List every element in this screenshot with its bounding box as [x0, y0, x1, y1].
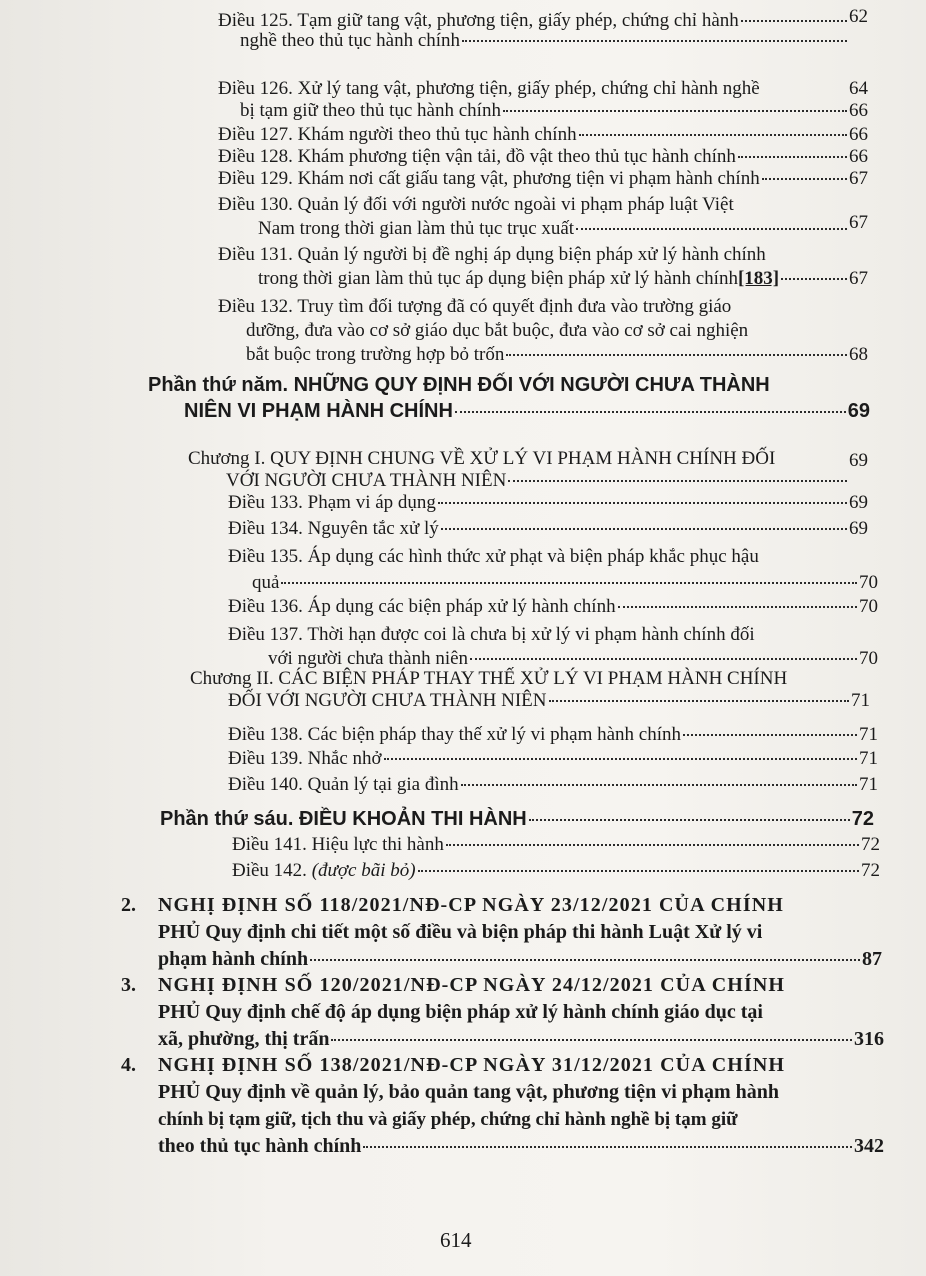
decree-title-cont: chính bị tạm giữ, tịch thu và giấy phép, chứng chỉ hành nghề bị tạm giữ [158, 1109, 738, 1130]
entry-title: Điều 135. Áp dụng các hình thức xử phạt và biện pháp khắc phục hậu [228, 546, 759, 567]
entry-page: 70 [859, 572, 878, 593]
entry-page: 72 [861, 834, 880, 855]
entry-title: Điều 141. Hiệu lực thi hành [232, 834, 444, 855]
entry-page: 69 [849, 492, 868, 513]
chapter-title-cont: ĐỐI VỚI NGƯỜI CHƯA THÀNH NIÊN [228, 690, 547, 711]
toc-entry-140 [228, 774, 878, 796]
toc-decree-2 [121, 892, 882, 973]
toc-part-6 [160, 806, 874, 832]
entry-title: Điều 132. Truy tìm đối tượng đã có quyết định đưa vào trường giáo [218, 296, 732, 317]
chapter-title: Chương I. QUY ĐỊNH CHUNG VỀ XỬ LÝ VI PHẠM HÀNH CHÍNH ĐỐI [188, 448, 776, 469]
entry-title: Điều 125. Tạm giữ tang vật, phương tiện, giấy phép, chứng chỉ hành [218, 10, 739, 31]
entry-title: Điều 136. Áp dụng các biện pháp xử lý hành chính [228, 596, 616, 617]
toc-chapter-1 [188, 448, 868, 492]
entry-title-cont: quả [252, 572, 280, 593]
toc-entry-128 [218, 146, 868, 168]
entry-page: 64 [849, 78, 868, 99]
entry-title-italic: (được bãi bỏ) [311, 860, 416, 881]
entry-title: Điều 128. Khám phương tiện vận tải, đồ vật theo thủ tục hành chính [218, 146, 736, 167]
toc-part-5 [148, 372, 870, 424]
chapter-page: 71 [851, 690, 870, 711]
entry-title: Điều 134. Nguyên tắc xử lý [228, 518, 439, 539]
entry-page: 62 [849, 6, 868, 27]
entry-title: Điều 133. Phạm vi áp dụng [228, 492, 436, 513]
page-number: 614 [440, 1228, 472, 1252]
entry-page: 70 [859, 596, 878, 617]
part-title: Phần thứ sáu. ĐIỀU KHOẢN THI HÀNH [160, 808, 527, 830]
entry-title-cont: trong thời gian làm thủ tục áp dụng biện pháp xử lý hành chính [258, 268, 738, 289]
decree-title: NGHỊ ĐỊNH SỐ 138/2021/NĐ-CP NGÀY 31/12/2021 CỦA CHÍNH [158, 1054, 786, 1076]
decree-title: NGHỊ ĐỊNH SỐ 118/2021/NĐ-CP NGÀY 23/12/2021 CỦA CHÍNH [158, 894, 784, 916]
entry-title: Điều 131. Quản lý người bị đề nghị áp dụng biện pháp xử lý hành chính [218, 244, 766, 265]
toc-entry-136 [228, 596, 878, 618]
part-page: 72 [851, 808, 874, 830]
toc-entry-139 [228, 748, 878, 770]
chapter-title: Chương II. CÁC BIỆN PHÁP THAY THẾ XỬ LÝ VI PHẠM HÀNH CHÍNH [190, 668, 788, 689]
entry-title: Điều 139. Nhắc nhở [228, 748, 382, 769]
entry-title-cont: với người chưa thành niên [268, 648, 469, 669]
decree-title-cont: theo thủ tục hành chính [158, 1135, 362, 1157]
footnote-ref[interactable]: [183] [737, 268, 780, 289]
decree-number: 3. [121, 974, 136, 996]
toc-entry-141 [232, 834, 880, 856]
entry-title: Điều 137. Thời hạn được coi là chưa bị xử lý vi phạm hành chính đối [228, 624, 755, 645]
entry-page: 67 [849, 168, 868, 189]
toc-entry-133 [228, 492, 868, 514]
entry-title-cont: bị tạm giữ theo thủ tục hành chính [240, 100, 501, 121]
toc-entry-135 [228, 546, 878, 594]
decree-title-cont: PHỦ Quy định về quản lý, bảo quản tang vật, phương tiện vi phạm hành [158, 1081, 780, 1103]
entry-page: 72 [861, 860, 880, 881]
entry-page: 71 [859, 724, 878, 745]
entry-page: 69 [849, 518, 868, 539]
entry-title-cont: dưỡng, đưa vào cơ sở giáo dục bắt buộc, đưa vào cơ sở cai nghiện [246, 320, 749, 341]
decree-title-cont: phạm hành chính [158, 948, 309, 970]
decree-title-cont: PHỦ Quy định chế độ áp dụng biện pháp xử lý hành chính giáo dục tại [158, 1001, 763, 1023]
toc-entry-132 [218, 296, 868, 366]
part-title-cont: NIÊN VI PHẠM HÀNH CHÍNH [184, 400, 453, 422]
toc-entry-129 [218, 168, 868, 190]
decree-title-cont: PHỦ Quy định chi tiết một số điều và biện pháp thi hành Luật Xử lý vi [158, 921, 763, 943]
decree-page: 342 [854, 1135, 884, 1157]
decree-title-cont: xã, phường, thị trấn [158, 1028, 330, 1050]
entry-title: Điều 127. Khám người theo thủ tục hành chính [218, 124, 577, 145]
entry-page: 70 [859, 648, 878, 669]
toc-chapter-2 [190, 668, 870, 712]
toc-entry-130 [218, 194, 868, 240]
toc-entry-142 [232, 860, 880, 882]
toc-entry-127 [218, 124, 868, 146]
decree-number: 4. [121, 1054, 136, 1076]
toc-entry-138 [228, 724, 878, 746]
toc-entry-126 [218, 78, 868, 122]
entry-title-cont: bắt buộc trong trường hợp bỏ trốn [246, 344, 505, 365]
entry-page: 71 [859, 774, 878, 795]
entry-page: 67 [849, 212, 868, 233]
entry-page: 67 [849, 268, 868, 289]
toc-decree-3 [121, 972, 884, 1053]
entry-title: Điều 126. Xử lý tang vật, phương tiện, giấy phép, chứng chỉ hành nghề [218, 78, 760, 99]
entry-page: 66 [849, 146, 868, 167]
entry-title: Điều 142. [232, 860, 307, 881]
entry-title-cont: Nam trong thời gian làm thủ tục trục xuất [258, 218, 575, 239]
entry-page-2: 66 [849, 100, 868, 121]
decree-page: 87 [862, 948, 882, 970]
chapter-title-cont: VỚI NGƯỜI CHƯA THÀNH NIÊN [226, 470, 507, 491]
decree-title: NGHỊ ĐỊNH SỐ 120/2021/NĐ-CP NGÀY 24/12/2021 CỦA CHÍNH [158, 974, 786, 996]
decree-number: 2. [121, 894, 136, 916]
entry-title: Điều 138. Các biện pháp thay thế xử lý vi phạm hành chính [228, 724, 682, 745]
decree-page: 316 [854, 1028, 884, 1050]
entry-title: Điều 130. Quản lý đối với người nước ngoài vi phạm pháp luật Việt [218, 194, 734, 215]
entry-title: Điều 129. Khám nơi cất giấu tang vật, phương tiện vi phạm hành chính [218, 168, 760, 189]
toc-entry-131 [218, 244, 868, 290]
entry-page: 68 [849, 344, 868, 365]
part-page: 69 [847, 400, 870, 422]
entry-page: 71 [859, 748, 878, 769]
toc-entry-137 [228, 624, 878, 670]
chapter-page: 69 [849, 450, 868, 471]
toc-entry-134 [228, 518, 868, 540]
entry-title: Điều 140. Quản lý tại gia đình [228, 774, 459, 795]
toc-decree-4 [121, 1052, 884, 1160]
part-title: Phần thứ năm. NHỮNG QUY ĐỊNH ĐỐI VỚI NGƯỜI CHƯA THÀNH [148, 374, 770, 396]
entry-page: 66 [849, 124, 868, 145]
toc-entry-125 [218, 6, 868, 52]
entry-title-cont: nghề theo thủ tục hành chính [240, 30, 461, 51]
